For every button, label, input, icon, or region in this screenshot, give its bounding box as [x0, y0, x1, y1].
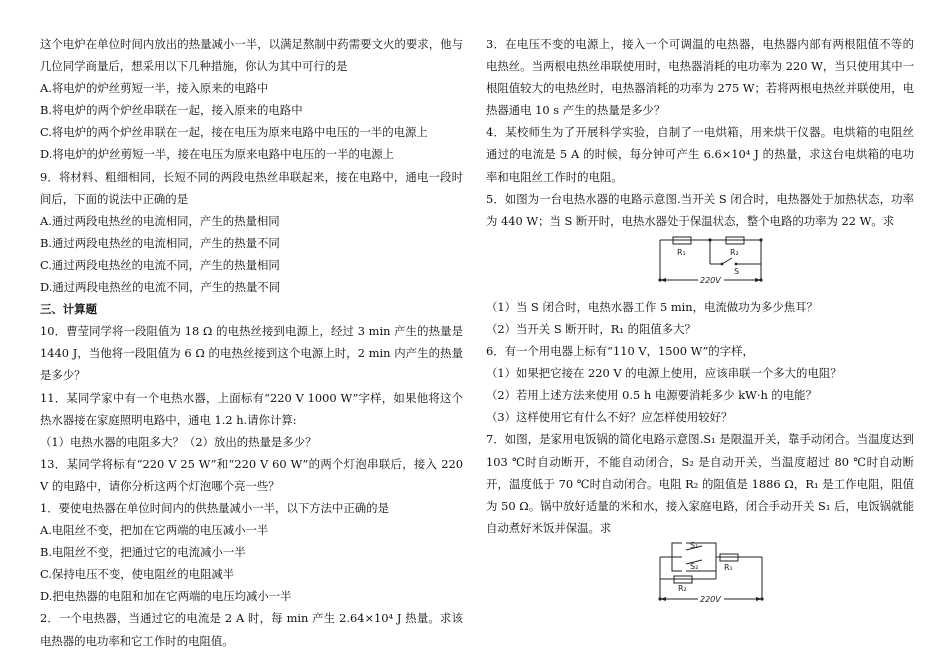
r1-label-2: R₁ — [724, 562, 733, 572]
right-b-line-4: （2）若用上述方法来使用 0.5 h 电源要消耗多少 kW·h 的电能？ — [486, 388, 817, 403]
right-questions-part-a — [486, 33, 914, 232]
left-line-9: D.通过两段电热丝的电流不同，产生的热量不同 — [40, 280, 281, 295]
left-line-20: 2．一个电热器，当通过它的电流是 2 A 时，每 min 产生 2.64×10⁴ J 热量。求该电热器的电功率和它工作时的电阻值。 — [40, 611, 463, 648]
left-line-6: A.通过两段电热丝的电流相同，产生的热量相同 — [40, 213, 280, 228]
right-questions-part-b — [486, 296, 914, 539]
left-line-4: D.将电炉的炉丝剪短一半，接在电压为原来电路中电压的一半的电源上 — [40, 147, 395, 162]
left-line-16: A.电阻丝不变，把加在它两端的电压减小一半 — [40, 523, 269, 538]
left-line-5: 9．将材料、粗细相同，长短不同的两段电热丝串联起来，接在电路中，通电一段时间后，下面的说法中正确的是 — [40, 169, 463, 206]
left-line-13: （1）电热水器的电阻多大？（2）放出的热量是多少？ — [40, 434, 317, 449]
left-line-1: A.将电炉的炉丝剪短一半，接入原来的电路中 — [40, 81, 269, 96]
left-line-7: B.通过两段电热丝的电流相同，产生的热量不同 — [40, 235, 280, 250]
s1-label: S₁ — [690, 540, 699, 550]
right-b-line-2: 6．有一个用电器上标有“110 V，1500 W”的字样， — [486, 344, 754, 359]
left-line-0: 这个电炉在单位时间内放出的热量减小一半，以满足熬制中药需要文火的要求，他与几位同学商量后，想采用以下几种措施，你认为其中可行的是 — [40, 37, 463, 74]
left-line-11: 10．曹莹同学将一段阻值为 18 Ω 的电热丝接到电源上，经过 3 min 产生的热量是 1440 J，当他将一段阻值为 6 Ω 的电热丝接到这个电源上时，2 min 内产生的热量是多少？ — [40, 324, 463, 383]
left-line-15: 1．要使电热器在单位时间内的供热量减小一半，以下方法中正确的是 — [40, 500, 389, 515]
right-a-line-2: 5．如图为一台电热水器的电路示意图.当开关 S 闭合时，电热器处于加热状态，功率为 440 W；当 S 断开时，电热水器处于保温状态，整个电路的功率为 22 W。求 — [486, 191, 914, 228]
left-column — [40, 33, 463, 652]
switch-label: S — [734, 266, 740, 276]
right-a-line-0: 3．在电压不变的电源上，接入一个可调温的电热器，电热器内部有两根阻值不等的电热丝。当两根电热丝串联使用时，电热器消耗的电功率为 220 W，当只使用其中一根阻值较大的电热丝时，电热器消耗的功率为 275 W；若将两根电热丝并联使用，电热器通电 10 s 产生的热量是多少？ — [486, 37, 914, 118]
right-b-line-5: （3）这样使用它有什么不好？应怎样使用较好？ — [486, 410, 733, 425]
left-line-14: 13．某同学将标有“220 V 25 W”和“220 V 60 W”的两个灯泡串联后，接入 220 V 的电路中，请你分析这两个灯泡哪个亮一些？ — [40, 456, 463, 493]
right-b-line-3: （1）如果把它接在 220 V 的电源上使用，应该串联一个多大的电阻？ — [486, 366, 842, 381]
r2-label: R₂ — [730, 247, 739, 257]
r1-label: R₁ — [677, 247, 686, 257]
water-heater-circuit-diagram — [486, 232, 914, 296]
left-line-3: C.将电炉的两个炉丝串联在一起，接在电压为原来电路中电压的一半的电源上 — [40, 125, 428, 140]
s2-label: S₂ — [690, 561, 699, 571]
left-line-17: B.电阻丝不变，把通过它的电流减小一半 — [40, 545, 246, 560]
left-line-8: C.通过两段电热丝的电流不同，产生的热量相同 — [40, 257, 280, 272]
left-line-2: B.将电炉的两个炉丝串联在一起，接入原来的电路中 — [40, 103, 303, 118]
right-column — [486, 33, 914, 609]
voltage-label-2: 220V — [700, 594, 721, 604]
voltage-label: 220V — [700, 275, 721, 285]
left-line-12: 11．某同学家中有一个电热水器，上面标有“220 V 1000 W”字样，如果他将这个热水器接在家庭照明电路中，通电 1.2 h.请你计算: — [40, 390, 463, 427]
rice-cooker-circuit-diagram — [486, 539, 914, 609]
right-b-line-1: （2）当开关 S 断开时，R₁ 的阻值多大？ — [486, 321, 696, 336]
left-line-18: C.保持电压不变，使电阻丝的电阻减半 — [40, 567, 235, 582]
right-b-line-6: 7．如图，是家用电饭锅的简化电路示意图.S₁ 是限温开关，靠手动闭合。当温度达到 103 ℃时自动断开，不能自动闭合，S₂ 是自动开关，当温度超过 80 ℃时自动断开，温度低于 70 ℃时自动闭合。电阻 R₂ 的阻值是 1886 Ω，R₁ 是工作电阻，阻值为 50 Ω。锅中放好适量的米和水，接入家庭电路，闭合手动开关 S₁ 后，电饭锅就能自动煮好米饭并保温。求 — [486, 432, 914, 535]
left-line-10: 三、计算题 — [40, 302, 97, 317]
right-b-line-0: （1）当 S 闭合时，电热水器工作 5 min，电流做功为多少焦耳？ — [486, 299, 818, 314]
right-a-line-1: 4．某校师生为了开展科学实验，自制了一电烘箱，用来烘干仪器。电烘箱的电阻丝通过的电流是 5 A 的时候，每分钟可产生 6.6×10⁴ J 的热量，求这台电烘箱的电功率和电阻丝工作时的电阻。 — [486, 125, 914, 184]
left-line-19: D.把电热器的电阻和加在它两端的电压均减小一半 — [40, 589, 292, 604]
r2-label-2: R₂ — [678, 583, 687, 593]
